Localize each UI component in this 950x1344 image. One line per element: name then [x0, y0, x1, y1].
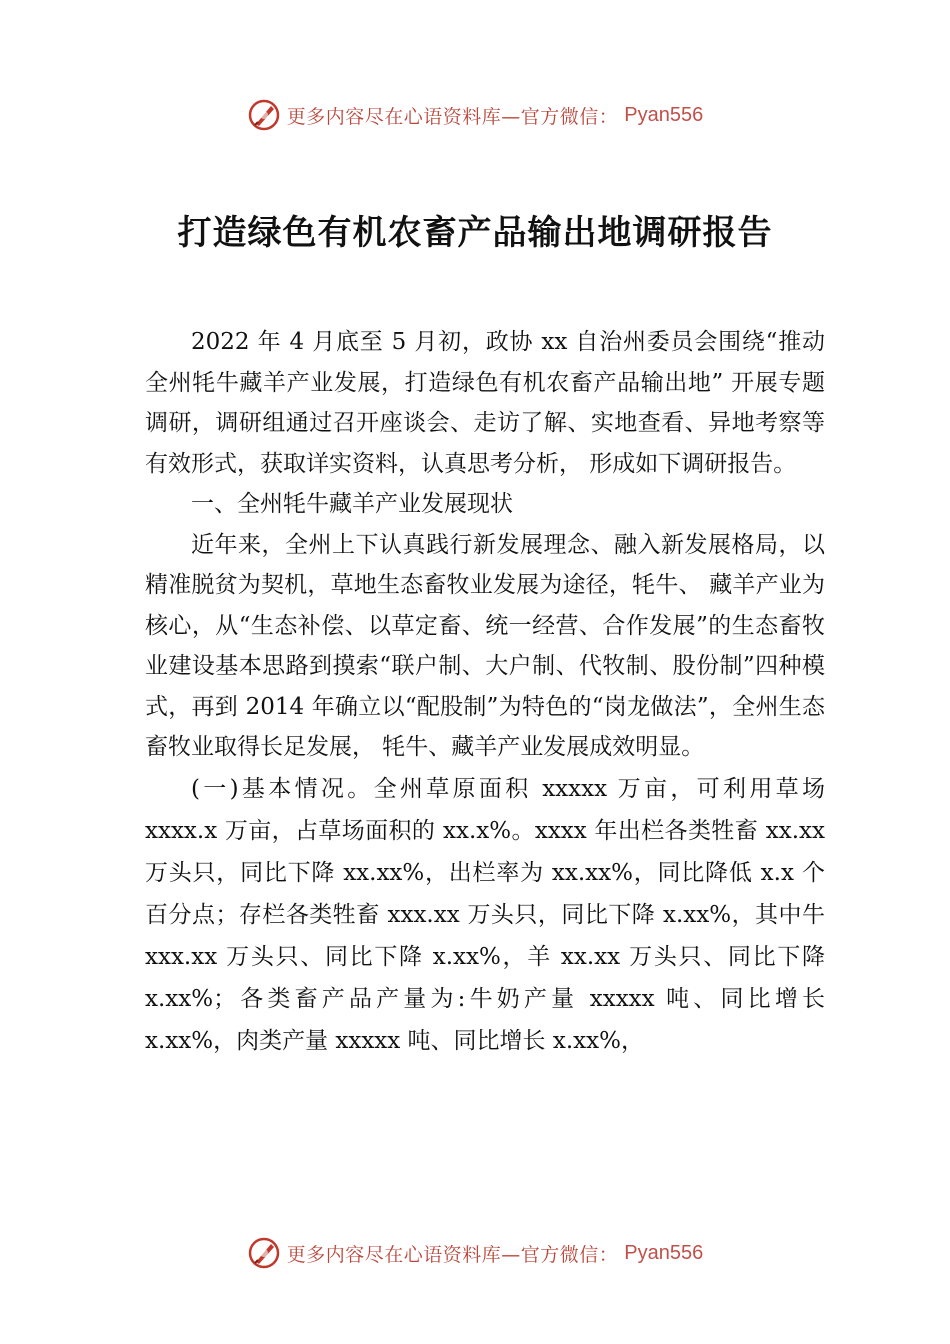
paragraph-basic-situation: (一)基本情况。全州草原面积 xxxxx 万亩，可利用草场 xxxx.x 万亩，占草场面积的 xx.x%。xxxx 年出栏各类牲畜 xx.xx 万头只，同比下降 xx.xx%，出栏率为 xx.xx%，同比降低 x.x 个百分点；存栏各类牲畜 xxx.xx 万头只，同比下降 x.xx%，其中牛 xxx.xx 万头只、同比下降 x.xx%，羊 xx.xx 万头只、同比下降 x.xx%；各类畜产品产量为:牛奶产量 xxxxx 吨、同比增长 x.xx%，肉类产量 xxxxx 吨、同比增长 x.xx%， — [145, 775, 825, 1054]
document-body — [145, 322, 825, 1062]
quill-pen-logo-icon — [247, 1236, 281, 1270]
wechat-id: Pyan556 — [624, 103, 704, 126]
quill-pen-logo-icon — [247, 98, 281, 132]
paragraph-overview: 近年来，全州上下认真践行新发展理念、融入新发展格局，以精准脱贫为契机，草地生态畜牧业发展为途径，牦牛、 藏羊产业为核心，从“生态补偿、以草定畜、统一经营、合作发展”的生态畜牧业建设基本思路到摸索“联户制、大户制、代牧制、股份制”四种模式，再到 2014 年确立以“配股制”为特色的“岗龙做法”，全州生态畜牧业取得长足发展， 牦牛、藏羊产业发展成效明显。 — [145, 531, 825, 760]
section-heading: 一、全州牦牛藏羊产业发展现状 — [191, 491, 513, 517]
header-banner — [0, 95, 950, 135]
footer-banner — [0, 1233, 950, 1273]
banner-text: 更多内容尽在心语资料库—官方微信： — [286, 1243, 619, 1266]
wechat-id: Pyan556 — [624, 1241, 704, 1264]
paragraph-intro: 2022 年 4 月底至 5 月初，政协 xx 自治州委员会围绕“推动全州牦牛藏羊产业发展，打造绿色有机农畜产品输出地” 开展专题调研，调研组通过召开座谈会、走访了解、实地查看、异地考察等有效形式，获取详实资料，认真思考分析， 形成如下调研报告。 — [145, 329, 825, 477]
banner-text: 更多内容尽在心语资料库—官方微信： — [286, 105, 619, 128]
document-title: 打造绿色有机农畜产品输出地调研报告 — [177, 213, 773, 253]
